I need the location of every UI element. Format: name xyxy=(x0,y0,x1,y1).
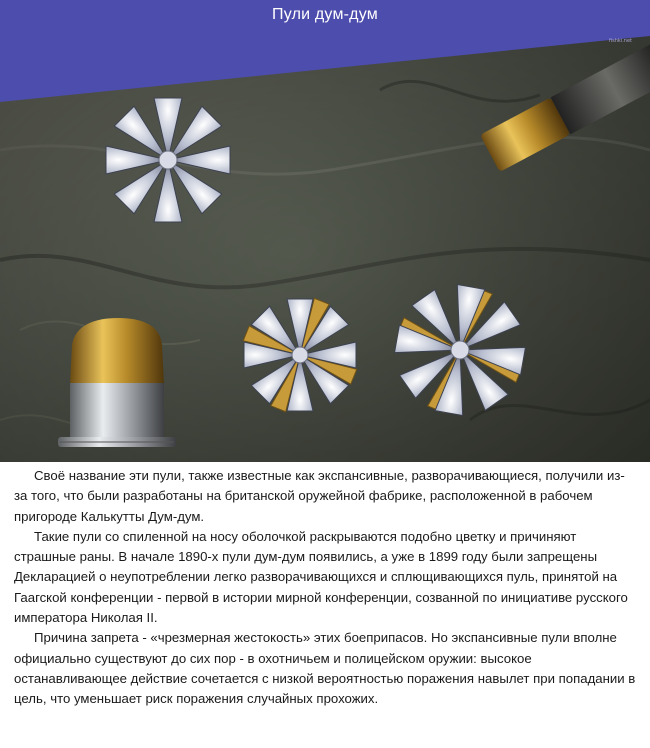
article-paragraph: Своё название эти пули, также известные как экспансивные, разворачивающиеся, получили из-за того, что были разработаны на британской оружейной фабрике, расположенной в рабочем пригороде Калькутты Дум-дум. xyxy=(14,468,625,524)
page-title: Пули дум-дум xyxy=(272,6,378,23)
watermark: fishki.net xyxy=(608,38,632,44)
article-body xyxy=(14,466,638,710)
article-paragraph: Такие пули со спиленной на носу оболочкой раскрываются подобно цветку и причиняют страшные раны. В начале 1890-х пули дум-дум появились, а уже в 1899 году были запрещены Декларацией о неупотреблении легко разворачивающихся и сплющивающихся пуль, принятой на Гаагской конференции - первой в истории мирной конференции, созванной по инициативе русского императора Николая II. xyxy=(14,528,628,626)
article-paragraph: Причина запрета - «чрезмерная жестокость» этих боеприпасов. Но экспансивные пули вполне официально существуют до сих пор - в охотничьем и полицейском оружии: высокое останавливающее действие сочетается с низкой вероятностью поражения навылет при попадании в цель, что уменьшает риск поражения случайных прохожих. xyxy=(14,630,636,707)
